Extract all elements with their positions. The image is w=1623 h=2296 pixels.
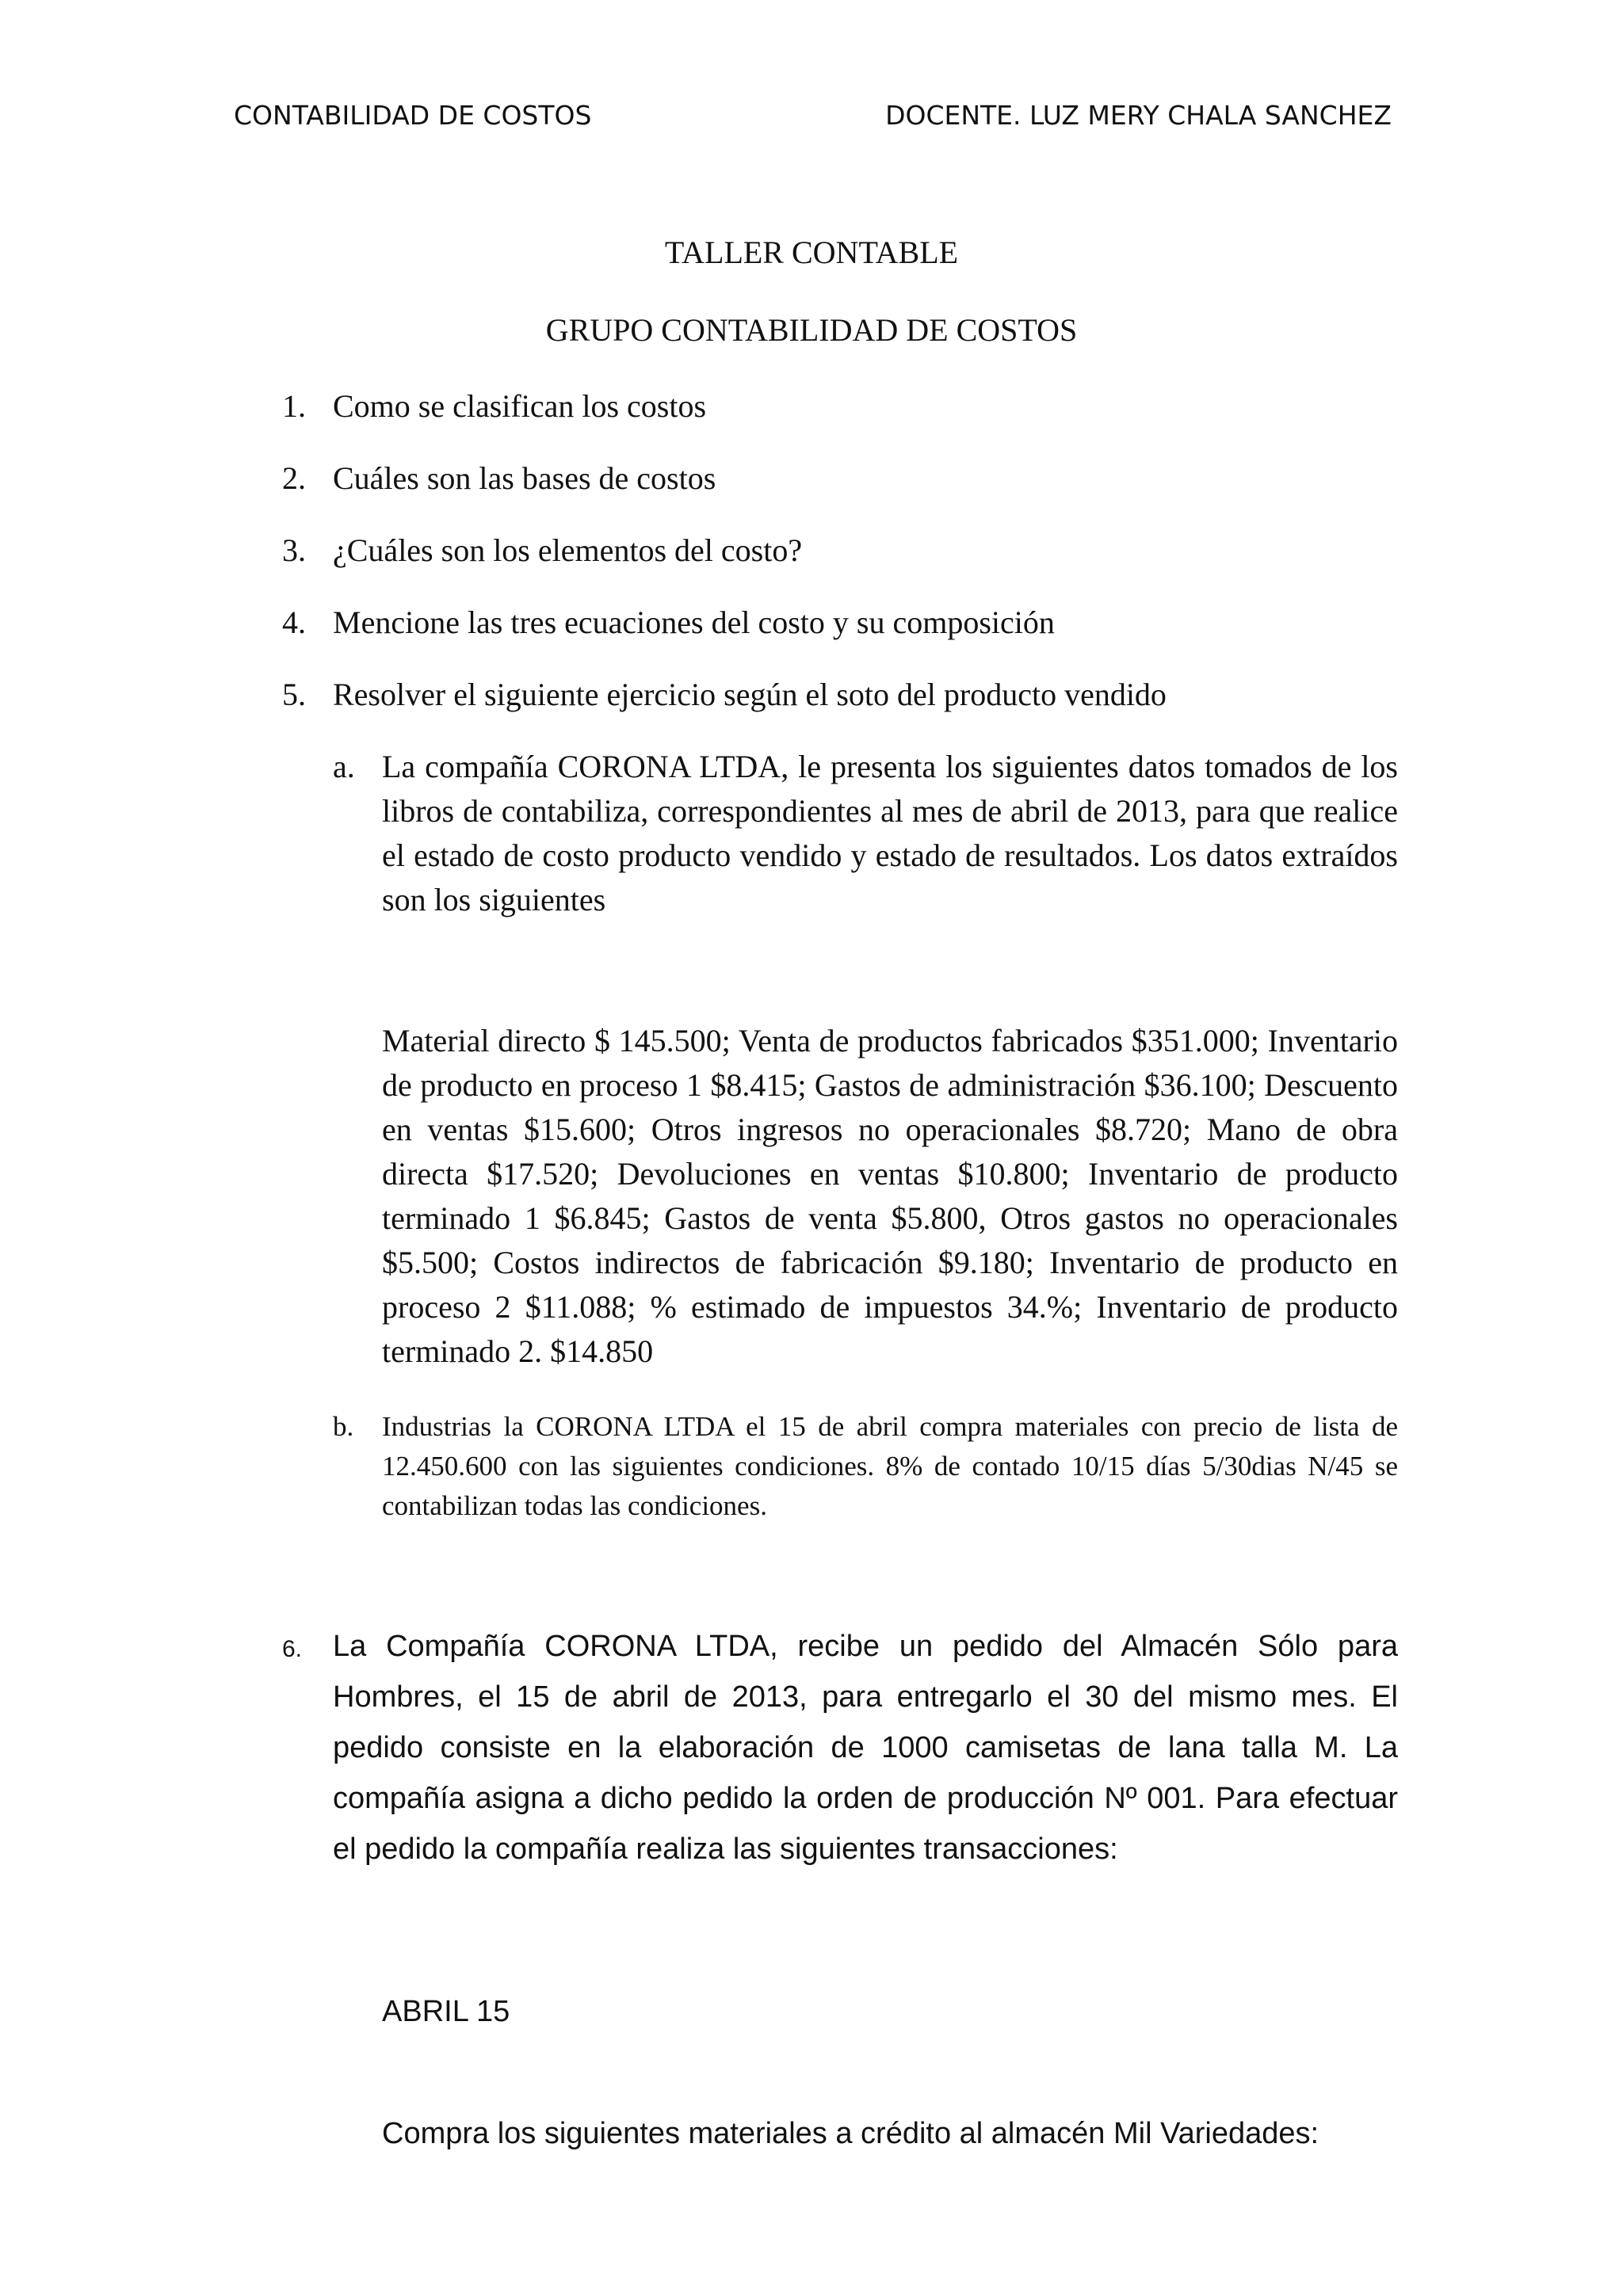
question-2 — [282, 457, 716, 500]
question-number: 1. — [282, 388, 306, 424]
question-5 — [282, 673, 1167, 716]
document-title: TALLER CONTABLE — [664, 235, 959, 270]
subitem-b-letter: b. — [333, 1411, 354, 1442]
purchase-description: Compra los siguientes materiales a crédito al almacén Mil Variedades: — [382, 2117, 1319, 2150]
question-number: 3. — [282, 532, 306, 568]
subitem-b-text: Industrias la CORONA LTDA el 15 de abril compra materiales con precio de lista de 12.450.600 con las siguientes condiciones. 8% de contado 10/15 días 5/30dias N/45 se contabilizan todas las condiciones. — [382, 1411, 1398, 1521]
question-4 — [282, 601, 1055, 644]
question-6-text: La Compañía CORONA LTDA, recibe un pedido del Almacén Sólo para Hombres, el 15 de abril de 2013, para entregarlo el 30 del mismo mes. El pedido consiste en la elaboración de 1000 camisetas de lana talla M. La compañía asigna a dicho pedido la orden de producción Nº 001. Para efectuar el pedido la compañía realiza las siguientes transacciones: — [333, 1630, 1398, 1866]
document-subtitle: GRUPO CONTABILIDAD DE COSTOS — [545, 312, 1078, 348]
question-text: Cuáles son las bases de costos — [333, 460, 716, 496]
question-text: Como se clasifican los costos — [333, 388, 707, 424]
question-3 — [282, 529, 802, 572]
question-text: ¿Cuáles son los elementos del costo? — [333, 532, 803, 568]
header-teacher: DOCENTE. LUZ MERY CHALA SANCHEZ — [885, 100, 1392, 131]
question-text: Resolver el siguiente ejercicio según el soto del producto vendido — [333, 677, 1167, 712]
question-number: 2. — [282, 460, 306, 496]
exercise-data-paragraph: Material directo $ 145.500; Venta de productos fabricados $351.000; Inventario de producto en proceso 1 $8.415; Gastos de administración $36.100; Descuento en ventas $15.600; Otros ingresos no operacionales $8.720; Mano de obra directa $17.520; Devoluciones en ventas $10.800; Inventario de producto terminado 1 $6.845; Gastos de venta $5.800, Otros gastos no operacionales $5.500; Costos indirectos de fabricación $9.180; Inventario de producto en proceso 2 $11.088; % estimado de impuestos 34.%; Inventario de producto terminado 2. $14.850 — [382, 1023, 1398, 1369]
subitem-a-text: La compañía CORONA LTDA, le presenta los siguientes datos tomados de los libros de contabiliza, correspondientes al mes de abril de 2013, para que realice el estado de costo producto vendido y estado de resultados. Los datos extraídos son los siguientes — [382, 749, 1398, 917]
subitem-a-letter: a. — [333, 749, 355, 784]
question-text: Mencione las tres ecuaciones del costo y su composición — [333, 605, 1055, 640]
question-1 — [282, 385, 706, 428]
question-number: 5. — [282, 677, 306, 712]
date-heading: ABRIL 15 — [382, 1995, 510, 2028]
question-6-number: 6. — [282, 1636, 303, 1662]
header-course: CONTABILIDAD DE COSTOS — [234, 100, 592, 131]
question-number: 4. — [282, 605, 306, 640]
